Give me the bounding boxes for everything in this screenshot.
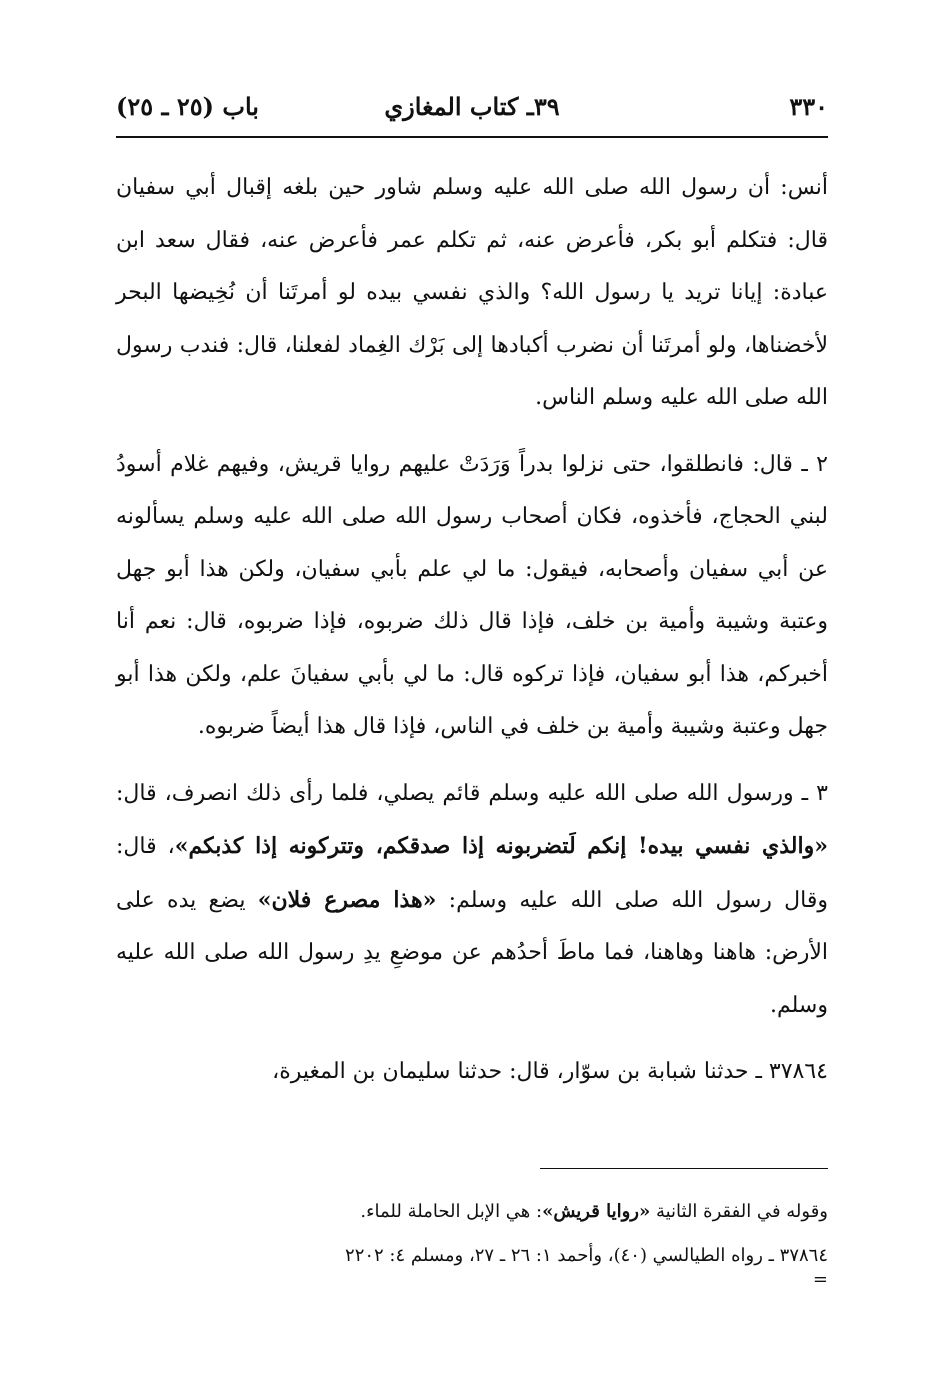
book-title: ٣٩ـ كتاب المغازي — [384, 92, 560, 121]
page-header — [116, 88, 828, 132]
footnote-1-quote: «روايا قريش» — [542, 1201, 651, 1222]
header-divider — [116, 136, 828, 138]
hadith-quote-1: «والذي نفسي بيده! إنكم لَتضربونه إذا صدقكم، وتتركونه إذا كذبكم» — [174, 833, 828, 859]
footnote-1-part-a: وقوله في الفقرة الثانية — [650, 1201, 828, 1222]
footnote-1-part-c: : هي الإبل الحاملة للماء. — [360, 1201, 543, 1222]
chapter-label: باب (٢٥ ـ ٢٥) — [116, 92, 259, 121]
paragraph-4: ٣٧٨٦٤ ـ حدثنا شبابة بن سوّار، قال: حدثنا سليمان بن المغيرة، — [272, 1059, 828, 1084]
footnote-2: ٣٧٨٦٤ ـ رواه الطيالسي (٤٠)، وأحمد ١: ٢٦ ـ ٢٧، ومسلم ٤: ٢٢٠٢ — [345, 1245, 828, 1266]
footnotes — [116, 1190, 828, 1290]
paragraph-1: أنس: أن رسول الله صلى الله عليه وسلم شاور حين بلغه إقبال أبي سفيان قال: فتكلم أبو بكر، فأعرض عنه، ثم تكلم عمر فأعرض عنه، فقال سعد ابن عبادة: إيانا تريد يا رسول الله؟ والذي نفسي بيده لو أمرتَنا أن نُخِيضها البحر لأخضناها، ولو أمرتَنا أن نضرب أكبادها إلى بَرْك الغِماد لفعلنا، قال: فندب رسول الله صلى الله عليه وسلم الناس. — [116, 175, 828, 410]
paragraph-3-part-c: ، قال: وقال رسول الله صلى الله عليه وسلم: — [116, 834, 829, 913]
main-text — [116, 162, 828, 1113]
footnote-1 — [116, 1190, 828, 1234]
footnote-divider — [540, 1168, 828, 1169]
paragraph-3-part-a: ٣ ـ ورسول الله صلى الله عليه وسلم قائم يصلي، فلما رأى ذلك انصرف، قال: — [116, 780, 828, 806]
paragraph-3-part-e: يضع يده على الأرض: هاهنا وهاهنا، فما ماطَ أحدُهم عن موضعِ يدِ رسول الله صلى الله عليه وسلم. — [116, 887, 828, 1018]
paragraph-2: ٢ ـ قال: فانطلقوا، حتى نزلوا بدراً وَرَدَتْ عليهم روايا قريش، وفيهم غلام أسودُ لبني الحجاج، فأخذوه، فكان أصحاب رسول الله صلى الله عليه وسلم يسألونه عن أبي سفيان وأصحابه، فيقول: ما لي علم بأبي سفيان، ولكن هذا أبو جهل وعتبة وشيبة وأمية بن خلف، فإذا قال ذلك ضربوه، فإذا ضربوه، قال: نعم أنا أخبركم، هذا أبو سفيان، فإذا تركوه قال: ما لي بأبي سفيانَ علم، ولكن هذا أبو جهل وعتبة وشيبة وأمية بن خلف في الناس، فإذا قال هذا أيضاً ضربوه. — [116, 451, 829, 739]
paragraph-3 — [116, 768, 828, 1033]
continuation-mark: = — [812, 1269, 828, 1290]
page-number: ٣٣٠ — [789, 92, 828, 121]
hadith-quote-2: «هذا مصرع فلان» — [257, 886, 437, 913]
